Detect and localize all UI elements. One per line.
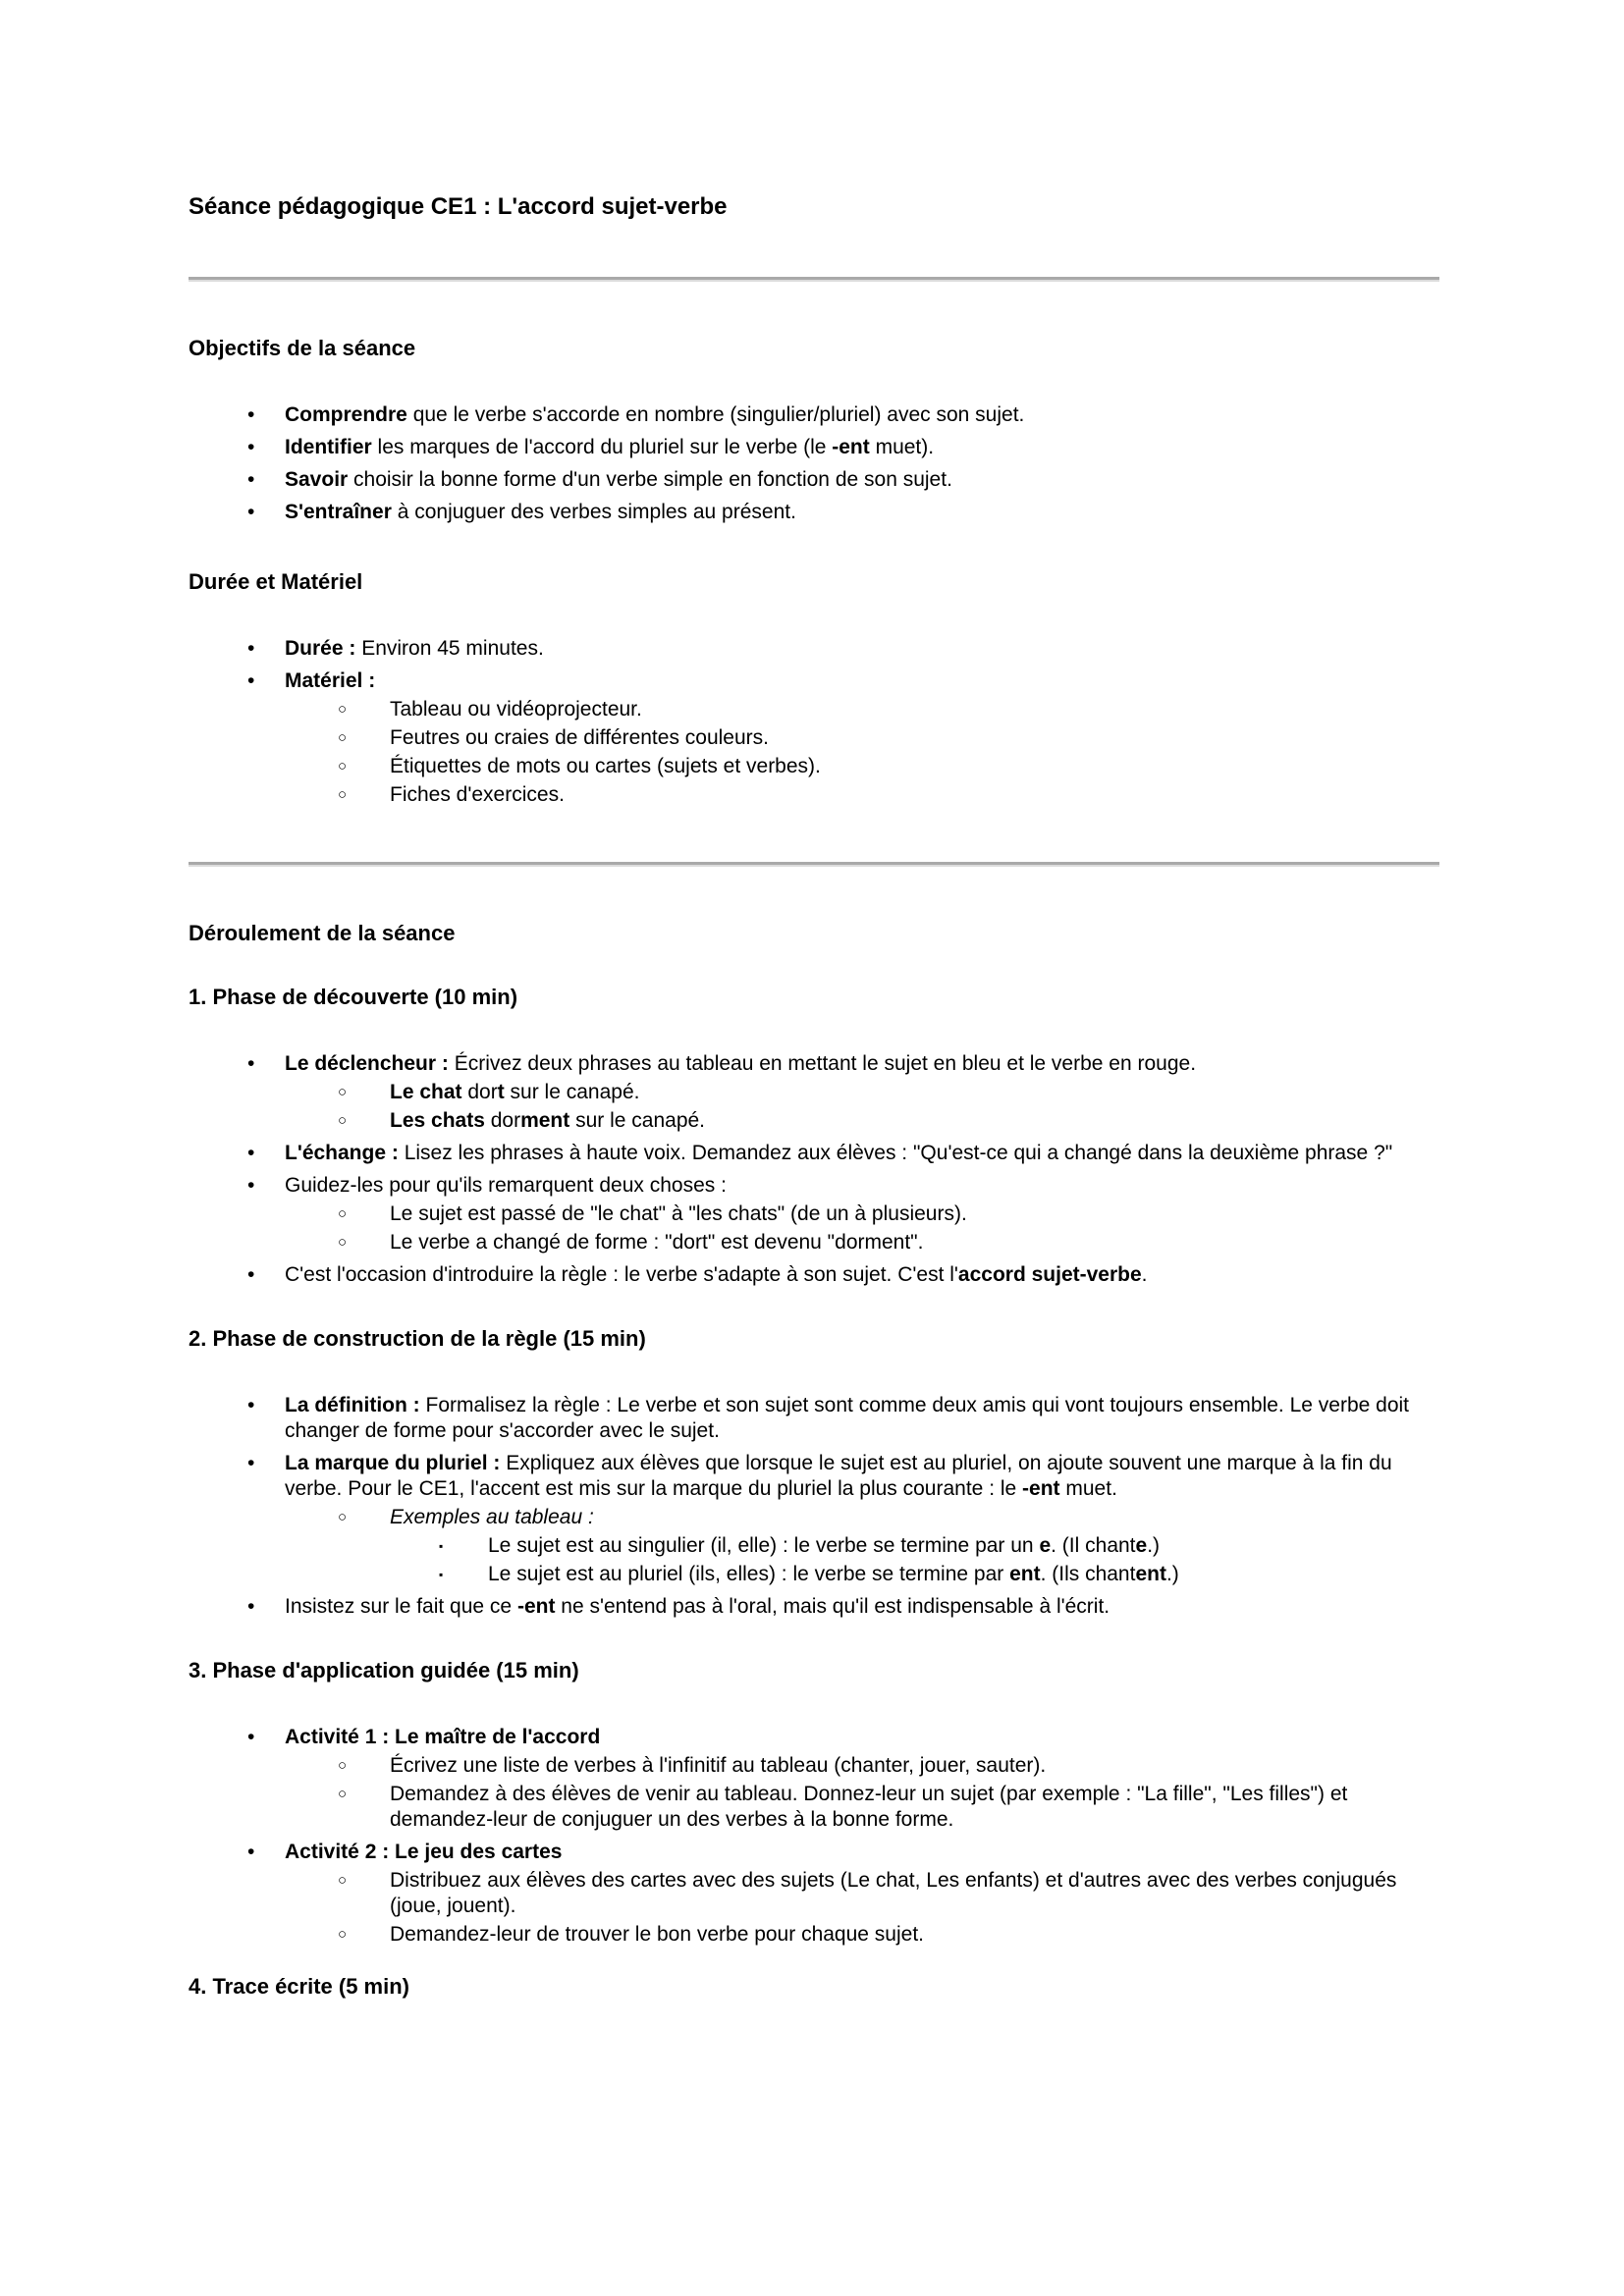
- text-run: Les chats: [390, 1109, 485, 1132]
- text-run: Lisez les phrases à haute voix. Demandez aux élèves : "Qu'est-ce qui a changé dans la deuxième phrase ?": [398, 1142, 1393, 1164]
- list-item: [189, 1051, 1439, 1077]
- text-run: Le sujet est au singulier (il, elle) : le verbe se termine par un: [488, 1534, 1040, 1557]
- list-item: [189, 1230, 1439, 1255]
- text-run: que le verbe s'accorde en nombre (singulier/pluriel) avec son sujet.: [406, 403, 1025, 426]
- bullet-icon: •: [247, 468, 255, 491]
- list-item-text: [285, 467, 1439, 493]
- list-item: [189, 754, 1439, 779]
- text-run: ne s'entend pas à l'oral, mais qu'il est indispensable à l'écrit.: [555, 1595, 1110, 1618]
- text-run: ent: [1009, 1563, 1041, 1585]
- list-item: [189, 697, 1439, 722]
- text-run: -ent: [832, 436, 870, 458]
- list-item: [189, 402, 1439, 428]
- bullet-icon: •: [247, 436, 255, 458]
- list-item: [189, 1594, 1439, 1620]
- nested-list: [189, 1505, 1439, 1587]
- nested-list: [189, 697, 1439, 808]
- list-item: [189, 1262, 1439, 1288]
- list-item-text: [285, 1725, 1439, 1750]
- list-item: [189, 1922, 1439, 1948]
- text-run: S'entraîner: [285, 501, 392, 523]
- text-run: C'est l'occasion d'introduire la règle : le verbe s'adapte à son sujet. C'est l': [285, 1263, 958, 1286]
- nested-list: [189, 1868, 1439, 1948]
- text-run: .): [1165, 1563, 1179, 1585]
- text-run: Durée :: [285, 637, 356, 660]
- text-run: e: [1039, 1534, 1052, 1557]
- text-run: Distribuez aux élèves des cartes avec des sujets (Le chat, Les enfants) et d'autres avec des verbes conjugués (joue, jouent).: [390, 1869, 1397, 1917]
- bullet-icon: •: [247, 1142, 255, 1164]
- circle-bullet-icon: ○: [338, 1509, 348, 1525]
- square-bullet-icon: ▪: [439, 1568, 444, 1581]
- text-run: Comprendre: [285, 403, 407, 426]
- list-item-text: [285, 1594, 1439, 1620]
- list-item-text: [390, 1782, 1439, 1833]
- list-item-text: [390, 725, 1439, 751]
- text-run: ment: [520, 1109, 570, 1132]
- text-run: Tableau ou vidéoprojecteur.: [390, 698, 642, 721]
- text-run: les marques de l'accord du pluriel sur le verbe (le: [371, 436, 833, 458]
- list-item: [189, 467, 1439, 493]
- bullet-icon: •: [247, 637, 255, 660]
- phase-heading-2: 2. Phase de construction de la règle (15 min): [189, 1326, 646, 1351]
- list-item-text: [390, 754, 1439, 779]
- list-item: [189, 1141, 1439, 1166]
- text-run: Écrivez deux phrases au tableau en mettant le sujet en bleu et le verbe en rouge.: [448, 1052, 1197, 1075]
- circle-bullet-icon: ○: [338, 1112, 348, 1129]
- list-item: [189, 1868, 1439, 1919]
- list-item: [189, 1562, 1439, 1587]
- list-item: [189, 1725, 1439, 1750]
- text-run: sur le canapé.: [504, 1081, 640, 1103]
- circle-bullet-icon: ○: [338, 1757, 348, 1774]
- list-item: [189, 435, 1439, 460]
- circle-bullet-icon: ○: [338, 729, 348, 746]
- text-run: Écrivez une liste de verbes à l'infinitif au tableau (chanter, jouer, sauter).: [390, 1754, 1047, 1777]
- square-bullet-icon: ▪: [439, 1539, 444, 1553]
- list-item-text: [285, 1393, 1439, 1444]
- list-item: [189, 1080, 1439, 1105]
- text-run: à conjuguer des verbes simples au présent.: [391, 501, 796, 523]
- list-item-text: [285, 500, 1439, 525]
- list-item-text: [390, 1108, 1439, 1134]
- text-run: Matériel :: [285, 669, 376, 692]
- list-item-text: [390, 697, 1439, 722]
- circle-bullet-icon: ○: [338, 1084, 348, 1100]
- text-run: Expliquez aux élèves que lorsque le sujet est au pluriel, on ajoute souvent une marque à la fin du verbe. Pour le CE1, l'accent est mis sur la marque du pluriel la plus courante : le: [285, 1452, 1392, 1500]
- text-run: Exemples au tableau :: [390, 1506, 594, 1528]
- list-item: [189, 725, 1439, 751]
- bullet-icon: •: [247, 1841, 255, 1863]
- text-run: Le sujet est au pluriel (ils, elles) : le verbe se termine par: [488, 1563, 1010, 1585]
- bullet-icon: •: [247, 1595, 255, 1618]
- list-item: [189, 1108, 1439, 1134]
- list-item-text: [285, 435, 1439, 460]
- text-run: Demandez-leur de trouver le bon verbe pour chaque sujet.: [390, 1923, 924, 1946]
- list-item-text: [285, 1051, 1439, 1077]
- list-item: [189, 1393, 1439, 1444]
- nested-list: [189, 1080, 1439, 1134]
- text-run: . (Ils chant: [1040, 1563, 1136, 1585]
- phase-2-list: [189, 1393, 1439, 1620]
- text-run: choisir la bonne forme d'un verbe simple en fonction de son sujet.: [348, 468, 952, 491]
- list-item-text: [390, 1753, 1439, 1779]
- text-run: -ent: [516, 1595, 556, 1618]
- text-run: La marque du pluriel :: [285, 1452, 501, 1474]
- list-item-text: [285, 668, 1439, 694]
- list-item: [189, 782, 1439, 808]
- list-item-text: [285, 1141, 1439, 1166]
- list-item: [189, 1173, 1439, 1199]
- list-item-text: [390, 1505, 1439, 1530]
- section-heading-deroulement: Déroulement de la séance: [189, 921, 456, 945]
- circle-bullet-icon: ○: [338, 701, 348, 718]
- circle-bullet-icon: ○: [338, 786, 348, 803]
- list-item-text: [285, 1173, 1439, 1199]
- list-item: [189, 1782, 1439, 1833]
- phase-heading-1: 1. Phase de découverte (10 min): [189, 985, 518, 1009]
- list-item: [189, 1840, 1439, 1865]
- phase-section-2: [189, 1326, 1439, 1620]
- text-run: e: [1135, 1534, 1148, 1557]
- page-title: Séance pédagogique CE1 : L'accord sujet-verbe: [189, 193, 728, 220]
- horizontal-divider: [189, 277, 1439, 282]
- text-run: Fiches d'exercices.: [390, 783, 565, 806]
- list-item-text: [285, 402, 1439, 428]
- bullet-icon: •: [247, 1263, 255, 1286]
- phase-1-list: [189, 1051, 1439, 1288]
- phase-section-3: [189, 1658, 1439, 1948]
- text-run: sur le canapé.: [569, 1109, 706, 1132]
- nested-list: [189, 1533, 1439, 1587]
- bullet-icon: •: [247, 403, 255, 426]
- list-item-text: [285, 636, 1439, 662]
- text-run: . (Il chant: [1051, 1534, 1136, 1557]
- list-item-text: [390, 1868, 1439, 1919]
- list-item-text: [390, 1080, 1439, 1105]
- text-run: Le déclencheur :: [285, 1052, 449, 1075]
- text-run: Le sujet est passé de "le chat" à "les chats" (de un à plusieurs).: [390, 1202, 967, 1225]
- list-item-text: [390, 782, 1439, 808]
- text-run: dor: [484, 1109, 521, 1132]
- phase-heading-3: 3. Phase d'application guidée (15 min): [189, 1658, 579, 1682]
- text-run: Étiquettes de mots ou cartes (sujets et verbes).: [390, 755, 821, 777]
- bullet-icon: •: [247, 1394, 255, 1416]
- list-item: [189, 1533, 1439, 1559]
- phase-heading-4: 4. Trace écrite (5 min): [189, 1974, 409, 1999]
- phase-3-list: [189, 1725, 1439, 1948]
- text-run: Le chat: [390, 1081, 462, 1103]
- list-item: [189, 1201, 1439, 1227]
- bullet-icon: •: [247, 1726, 255, 1748]
- list-item-text: [285, 1262, 1439, 1288]
- bullet-icon: •: [247, 669, 255, 692]
- circle-bullet-icon: ○: [338, 1786, 348, 1802]
- text-run: t: [497, 1081, 505, 1103]
- bullet-icon: •: [247, 1174, 255, 1197]
- list-item-text: [285, 1840, 1439, 1865]
- duree-materiel-list: [189, 636, 1439, 808]
- list-item-text: [390, 1201, 1439, 1227]
- phase-section-4: [189, 1974, 1439, 2000]
- text-run: accord sujet-verbe: [957, 1263, 1142, 1286]
- horizontal-divider: [189, 862, 1439, 867]
- text-run: Identifier: [285, 436, 372, 458]
- text-run: dor: [461, 1081, 498, 1103]
- list-item-text: [488, 1562, 1439, 1587]
- text-run: La définition :: [285, 1394, 420, 1416]
- text-run: muet.: [1059, 1477, 1117, 1500]
- text-run: Activité 1 : Le maître de l'accord: [285, 1726, 601, 1748]
- text-run: Le verbe a changé de forme : "dort" est devenu "dorment".: [390, 1231, 924, 1254]
- text-run: Demandez à des élèves de venir au tableau. Donnez-leur un sujet (par exemple : "La fille", "Les filles") et demandez-leur de conjuguer un des verbes à la bonne forme.: [390, 1783, 1348, 1831]
- circle-bullet-icon: ○: [338, 1234, 348, 1251]
- list-item-text: [390, 1922, 1439, 1948]
- text-run: muet).: [869, 436, 935, 458]
- list-item: [189, 1505, 1439, 1530]
- bullet-icon: •: [247, 501, 255, 523]
- circle-bullet-icon: ○: [338, 1872, 348, 1889]
- phase-section-1: [189, 985, 1439, 1288]
- text-run: -ent: [1022, 1477, 1060, 1500]
- text-run: Savoir: [285, 468, 349, 491]
- text-run: .: [1141, 1263, 1148, 1286]
- section-heading-duree-materiel: Durée et Matériel: [189, 569, 363, 594]
- circle-bullet-icon: ○: [338, 1926, 348, 1943]
- text-run: Formalisez la règle : Le verbe et son sujet sont comme deux amis qui vont toujours ensemble. Le verbe doit changer de forme pour s'accorder avec le sujet.: [285, 1394, 1409, 1442]
- circle-bullet-icon: ○: [338, 758, 348, 774]
- bullet-icon: •: [247, 1452, 255, 1474]
- text-run: Activité 2 : Le jeu des cartes: [285, 1841, 563, 1863]
- nested-list: [189, 1753, 1439, 1833]
- text-run: Insistez sur le fait que ce: [285, 1595, 517, 1618]
- list-item: [189, 1753, 1439, 1779]
- text-run: ent: [1135, 1563, 1166, 1585]
- text-run: Feutres ou craies de différentes couleurs.: [390, 726, 769, 749]
- list-item-text: [285, 1451, 1439, 1502]
- section-heading-objectifs: Objectifs de la séance: [189, 336, 416, 360]
- text-run: Environ 45 minutes.: [355, 637, 544, 660]
- list-item-text: [488, 1533, 1439, 1559]
- list-item-text: [390, 1230, 1439, 1255]
- nested-list: [189, 1201, 1439, 1255]
- list-item: [189, 636, 1439, 662]
- text-run: .): [1147, 1534, 1161, 1557]
- list-item: [189, 500, 1439, 525]
- bullet-icon: •: [247, 1052, 255, 1075]
- text-run: Guidez-les pour qu'ils remarquent deux choses :: [285, 1174, 727, 1197]
- circle-bullet-icon: ○: [338, 1205, 348, 1222]
- text-run: L'échange :: [285, 1142, 399, 1164]
- list-item: [189, 1451, 1439, 1502]
- list-item: [189, 668, 1439, 694]
- objectifs-list: [189, 402, 1439, 525]
